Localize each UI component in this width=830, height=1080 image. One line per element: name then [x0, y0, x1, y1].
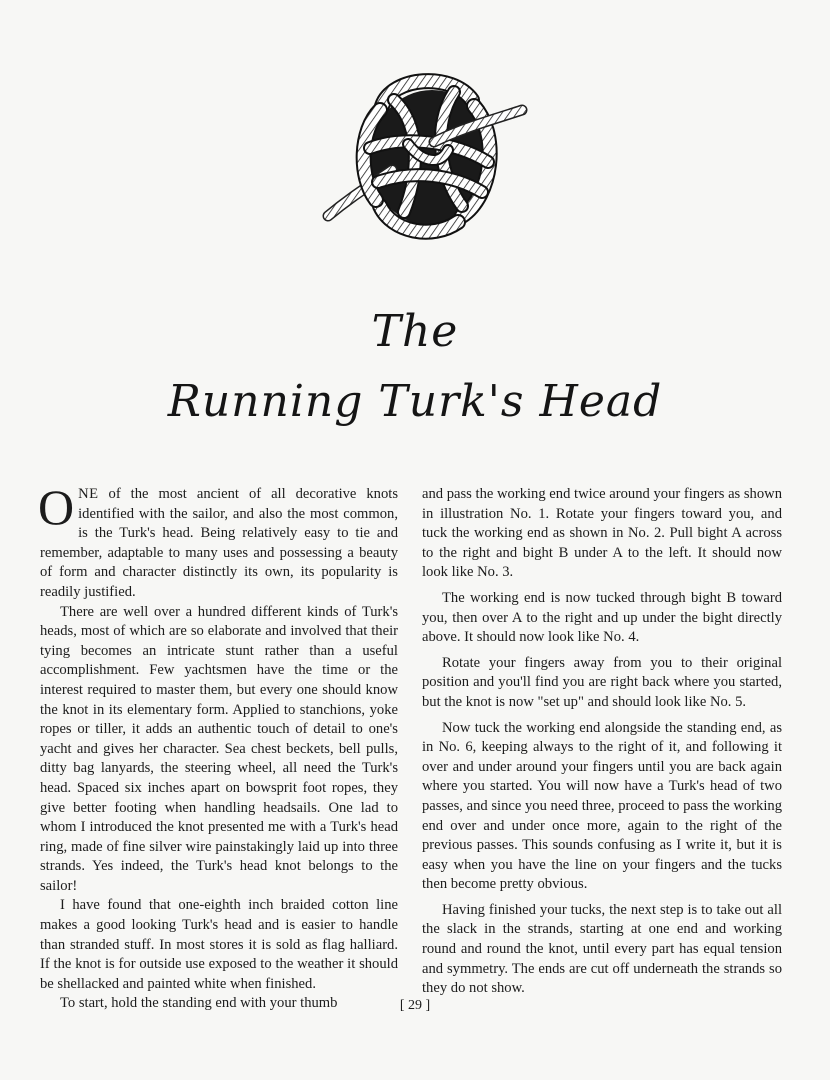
page-number: [ 29 ]	[399, 998, 431, 1013]
paragraph: and pass the working end twice around your fingers as shown in illustration No. 1. Rotate your fingers toward you, and tuck the working end as shown in No. 2. Pull bight A across to the right and bight B under A to the left. It should now look like No. 3.	[422, 486, 782, 581]
paragraph	[38, 479, 398, 603]
paragraph-text: of the most ancient of all decorative knots identified with the sailor, and also the most common, is the Turk's head. Being relatively easy to tie and remember, adaptable to many uses and possessing a beauty of form and character distinctly its own, its popularity is readily justified.	[40, 486, 398, 600]
paragraph: To start, hold the standing end with your thumb	[60, 995, 338, 1012]
title-line-2: Running Turk's Head	[167, 376, 663, 427]
title-line-1: The	[371, 306, 459, 357]
paragraph: Rotate your fingers away from you to their original position and you'll find you are right back where you started, but the knot is now "set up" and should look like No. 5.	[422, 654, 782, 710]
left-column	[38, 479, 398, 1014]
right-column	[422, 485, 782, 999]
turks-head-knot-illustration	[322, 66, 532, 241]
paragraph: There are well over a hundred different kinds of Turk's heads, most of which are so elaborate and involved that their tying becomes an intricate stunt rather than a useful accomplishment. Few yachtsmen have the time or the interest required to master them, but every one should know the knot in its elementary form. Applied to stanchions, yoke ropes or tiller, it adds an authentic touch of detail to one's yacht and gives her character. Sea chest beckets, bell pulls, ditty bag lanyards, the steering wheel, all need the Turk's head. Spaced six inches apart on bowsprit foot ropes, they give better footing when handling headsails. One lad to whom I introduced the knot presented me with a Turk's head ring, made of fine silver wire painstakingly laid up into three strands. Yes indeed, the Turk's head knot belongs to the sailor!	[40, 603, 398, 894]
paragraph: Now tuck the working end alongside the standing end, as in No. 6, keeping always to the right of it, and following it over and under around your fingers until you are back again where you started. You will now have a Turk's head of two passes, and since you need three, proceed to pass the working end over and under once more, again to the right of the previous passes. This sounds confusing as I write it, but it is easy when you have the line on your fingers and the tucks then become pretty obvious.	[422, 719, 782, 893]
paragraph: The working end is now tucked through bight B toward you, then over A to the right and up under the bight directly above. It should now look like No. 4.	[422, 589, 782, 646]
paragraph: Having finished your tucks, the next step is to take out all the slack in the strands, starting at one end and working round and round the knot, until every part has equal tension and symmetry. The ends are cut off underneath the strands so they do not show.	[422, 901, 782, 997]
drop-cap: O	[38, 479, 75, 535]
paragraph: I have found that one-eighth inch braided cotton line makes a good looking Turk's head and is easier to handle than stranded stuff. In most stores it is sold as flag halliard. If the knot is for outside use exposed to the weather it should be shellacked and painted white when finished.	[40, 897, 398, 992]
lead-word: NE	[78, 486, 99, 502]
